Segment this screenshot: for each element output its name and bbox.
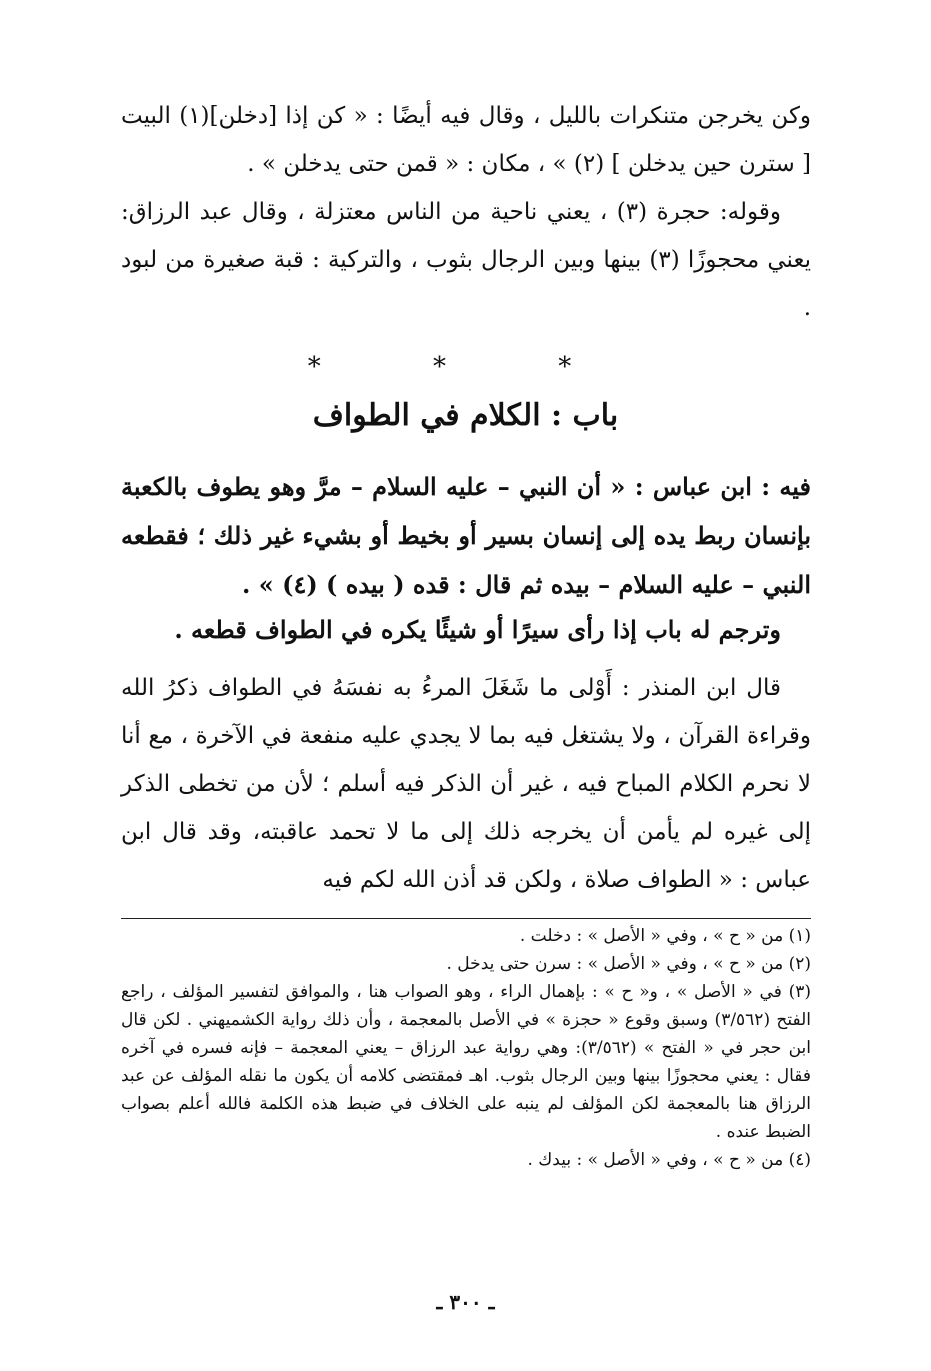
section-separator: * * * xyxy=(307,352,624,382)
intro-text xyxy=(121,92,811,332)
commentary-text: قال ابن المنذر : أَوْلى ما شَغَلَ المرءُ به نفسَهُ في الطواف ذكرُ الله وقراءة القرآن ، ولا يشتغل فيه بما لا يجدي عليه منفعة في الآخرة ، مع أنا لا نحرم الكلام المباح فيه ، غير أن الذكر فيه أسلم ؛ لأن من تخطى الذكر إلى غيره لم يأمن أن يخرجه ذلك إلى ما لا تحمد عاقبته، وقد قال ابن عباس : « الطواف صلاة ، ولكن قد أذن الله لكم فيه xyxy=(121,675,811,893)
footnotes xyxy=(121,922,811,1174)
chapter-title: باب : الكلام في الطواف xyxy=(312,398,619,433)
footnote-2: (٢) من « ح » ، وفي « الأصل » : سرن حتى يدخل . xyxy=(446,954,811,974)
footnote-4: (٤) من « ح » ، وفي « الأصل » : بيدك . xyxy=(527,1150,811,1170)
footnote-1: (١) من « ح » ، وفي « الأصل » : دخلت . xyxy=(519,926,811,946)
footnote-3: (٣) في « الأصل » ، و« ح » : بإهمال الراء ، وهو الصواب هنا ، والموافق لتفسير المؤلف ، راجع الفتح (٣/٥٦٢) وسبق وقوع « حجزة » في الأصل بالمعجمة ، وأن ذلك رواية الكشميهني . لكن قال ابن حجر في « الفتح » (٣/٥٦٢): وهي رواية عبد الرزاق – يعني المعجمة – فإنه فسره في آخره فقال : يعني محجوزًا بينها وبين الرجال بثوب. اهـ فمقتضى كلامه أن يكون ما نقله المؤلف عن عبد الرزاق هنا بالمعجمة لكن المؤلف لم ينبه على الخلاف في ضبط هذه الكلمة فالله أعلم بصواب الضبط عنده . xyxy=(121,982,811,1142)
hadith-text: فيه : ابن عباس : « أن النبي – عليه السلام – مرَّ وهو يطوف بالكعبة بإنسان ربط يده إلى إنسان بسير أو بخيط أو بشيء غير ذلك ؛ فقطعه النبي – عليه السلام – بيده ثم قال : قده ( بيده ) (٤) » . xyxy=(121,472,811,599)
intro-paragraph-1: وكن يخرجن متنكرات بالليل ، وقال فيه أيضًا : « كن إذا [دخلن](١) البيت [ سترن حين يدخلن ] (٢) » ، مكان : « قمن حتى يدخلن » . xyxy=(121,103,811,177)
intro-paragraph-2: وقوله: حجرة (٣) ، يعني ناحية من الناس معتزلة ، وقال عبد الرزاق: يعني محجوزًا (٣) بينها وبين الرجال بثوب ، والتركية : قبة صغيرة من لبود . xyxy=(121,199,811,321)
footnote-divider xyxy=(121,918,811,919)
chapter-translation: وترجم له باب إذا رأى سيرًا أو شيئًا يكره في الطواف قطعه . xyxy=(174,615,781,644)
page-number: ـ ٣٠٠ ـ xyxy=(436,1290,495,1314)
